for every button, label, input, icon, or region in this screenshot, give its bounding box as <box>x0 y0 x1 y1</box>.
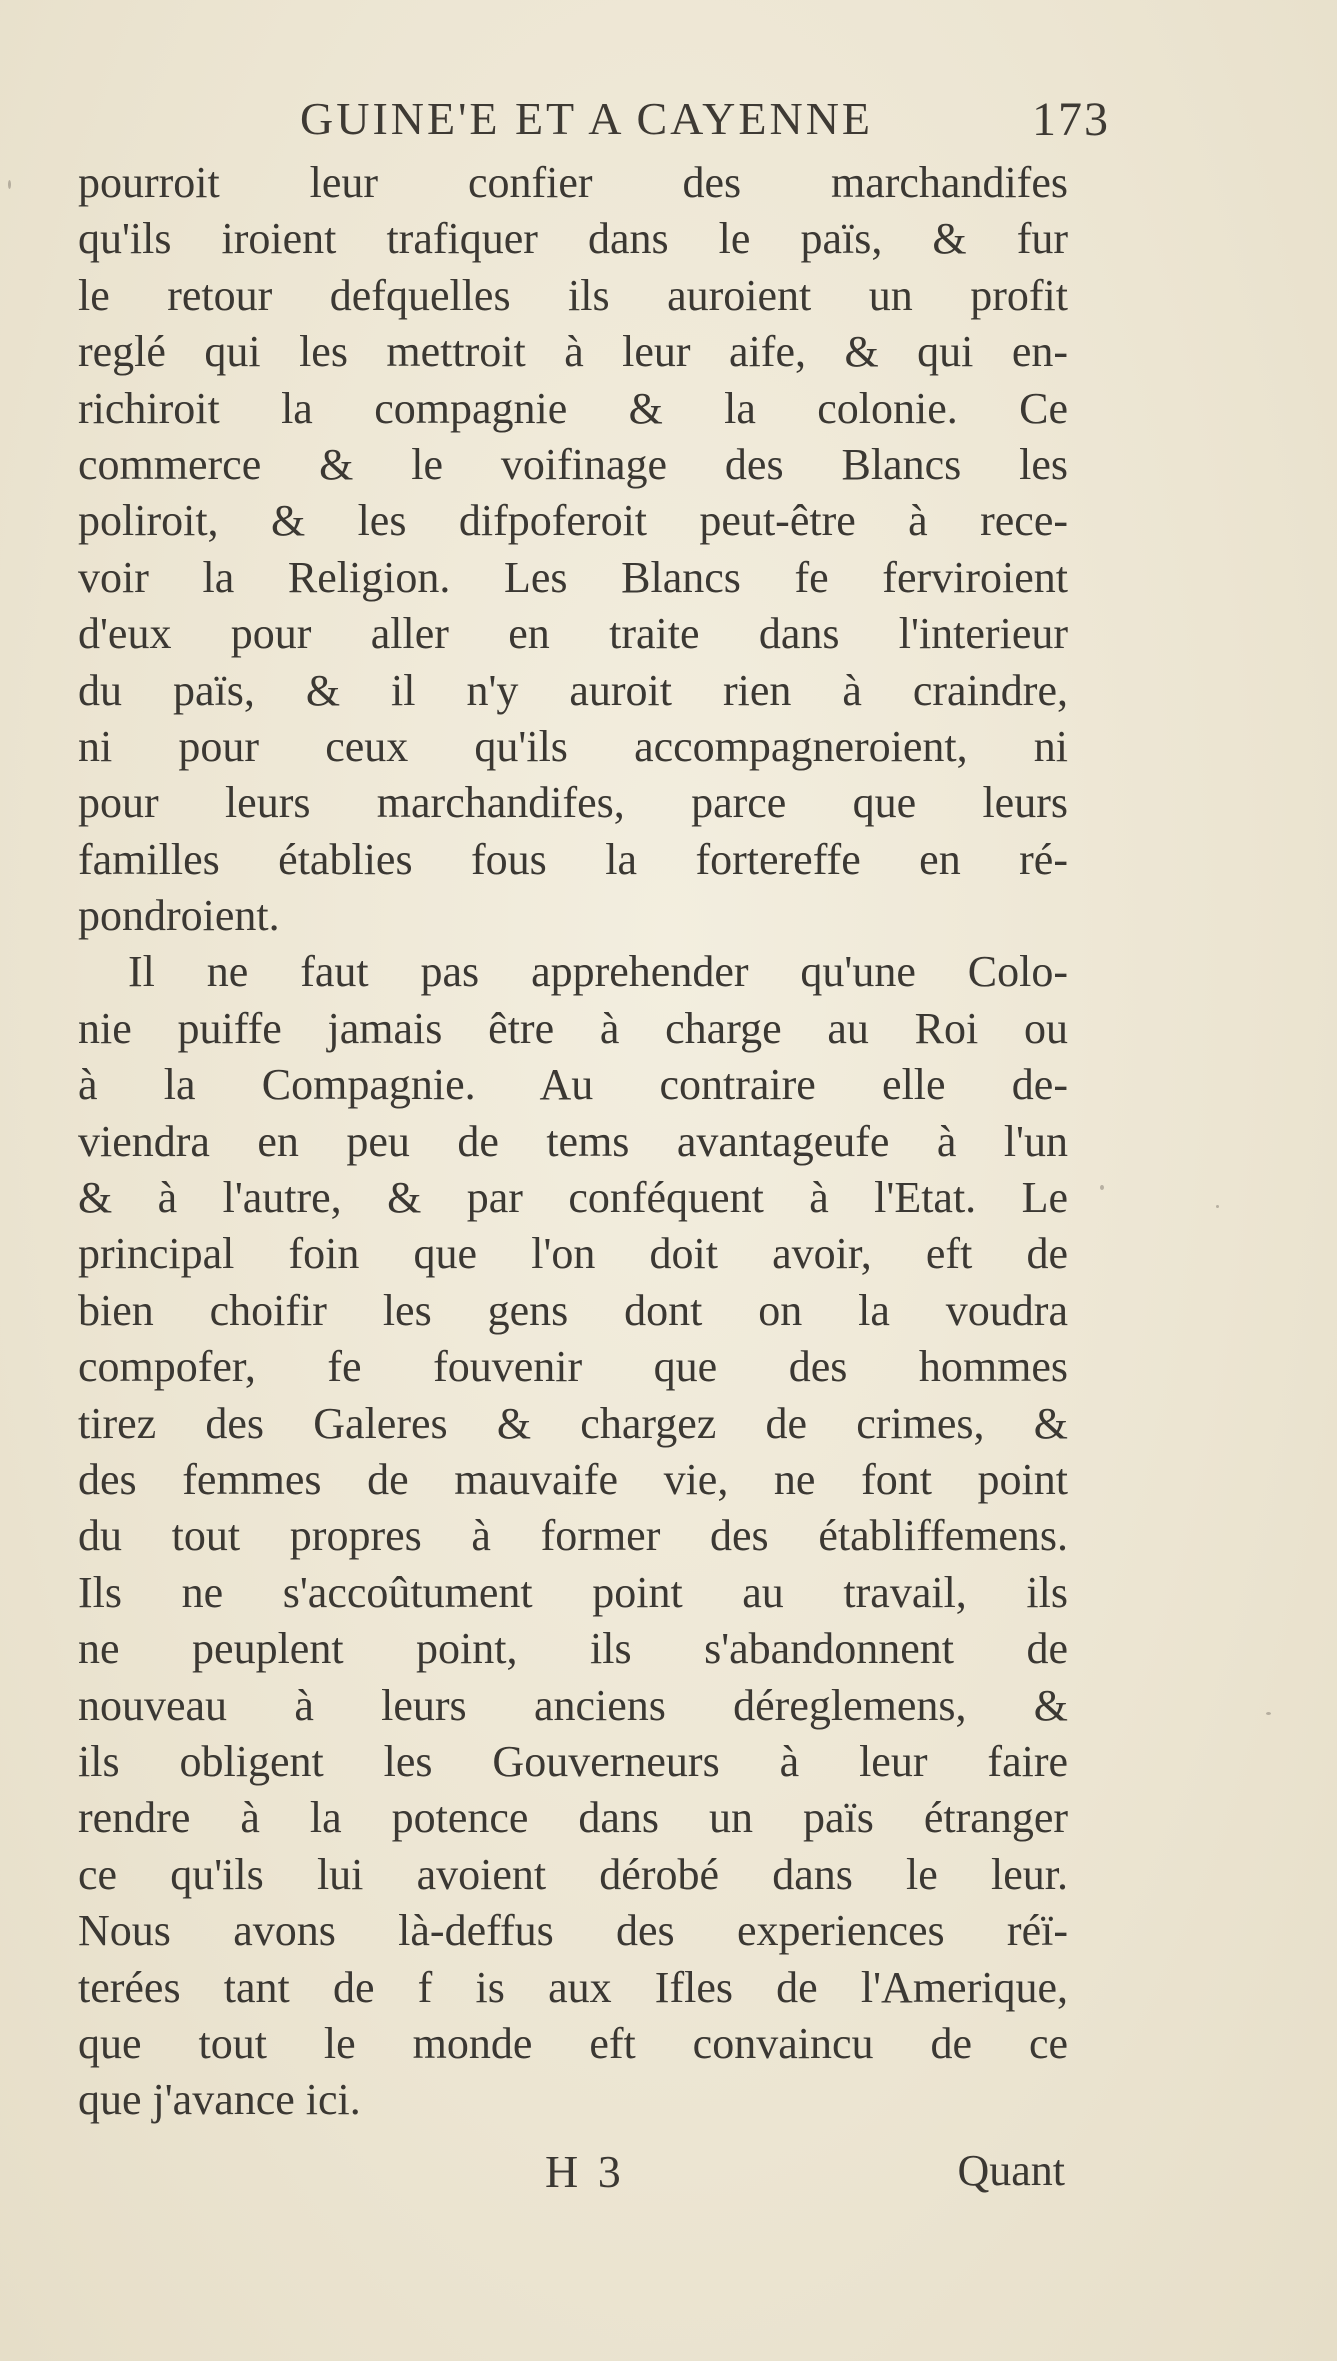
catchword: Quant <box>957 2146 1065 2195</box>
text-line: ils obligent les Gouverneurs à leur faire <box>78 1736 1068 1786</box>
text-line: ni pour ceux qu'ils accompagneroient, ni <box>78 721 1068 771</box>
paper-speck <box>8 180 11 189</box>
text-line: voir la Religion. Les Blancs fe ferviroient <box>78 552 1068 602</box>
text-line: qu'ils iroient trafiquer dans le païs, & fur <box>78 214 1068 264</box>
paper-speck <box>1100 1185 1104 1190</box>
text-line: tirez des Galeres & chargez de crimes, & <box>78 1398 1068 1448</box>
text-line: du païs, & il n'y auroit rien à craindre, <box>78 665 1068 715</box>
text-line: ce qu'ils lui avoient dérobé dans le leur. <box>78 1849 1068 1899</box>
text-line: des femmes de mauvaife vie, ne font point <box>78 1454 1068 1504</box>
text-line: principal foin que l'on doit avoir, eft de <box>78 1229 1068 1279</box>
text-line: que tout le monde eft convaincu de ce <box>78 2018 1068 2068</box>
text-line: le retour defquelles ils auroient un profit <box>78 270 1068 320</box>
page-number: 173 <box>1032 93 1110 146</box>
page-header <box>300 92 1110 152</box>
text-line: Ils ne s'accoûtument point au travail, ils <box>78 1567 1068 1617</box>
text-line: bien choifir les gens dont on la voudra <box>78 1285 1068 1335</box>
signature-mark: H 3 <box>545 2146 625 2197</box>
text-line: familles établies fous la fortereffe en ré- <box>78 834 1068 884</box>
text-line: pour leurs marchandifes, parce que leurs <box>78 778 1068 828</box>
page-footer <box>545 2145 1065 2205</box>
text-line: terées tant de f is aux Ifles de l'Amerique, <box>78 1962 1068 2012</box>
text-line: richiroit la compagnie & la colonie. Ce <box>78 383 1068 433</box>
body-text <box>78 155 1068 2129</box>
text-line: ne peuplent point, ils s'abandonnent de <box>78 1624 1068 1674</box>
text-line: nie puiffe jamais être à charge au Roi ou <box>78 1003 1068 1053</box>
text-line: à la Compagnie. Au contraire elle de- <box>78 1060 1068 1110</box>
paragraph-start-line: Il ne faut pas apprehender qu'une Colo- <box>128 947 1068 997</box>
text-line: nouveau à leurs anciens déreglemens, & <box>78 1680 1068 1730</box>
text-line: reglé qui les mettroit à leur aife, & qui en- <box>78 327 1068 377</box>
text-line: poliroit, & les difpoferoit peut-être à rece- <box>78 496 1068 546</box>
text-line: compofer, fe fouvenir que des hommes <box>78 1342 1068 1392</box>
paper-speck <box>1216 1205 1219 1208</box>
paragraph-end-line: que j'avance ici. <box>78 2075 361 2125</box>
text-line: d'eux pour aller en traite dans l'interieur <box>78 609 1068 659</box>
paragraph-end-line: pondroient. <box>78 891 280 941</box>
text-line: viendra en peu de tems avantageufe à l'un <box>78 1116 1068 1166</box>
text-line: Nous avons là-deffus des experiences réï- <box>78 1906 1068 1956</box>
text-line: pourroit leur confier des marchandifes <box>78 158 1068 207</box>
text-line: & à l'autre, & par conféquent à l'Etat. Le <box>78 1173 1068 1223</box>
running-head: GUINE'E ET A CAYENNE <box>300 93 874 144</box>
text-line: du tout propres à former des établiffemens. <box>78 1511 1068 1561</box>
text-line: rendre à la potence dans un païs étranger <box>78 1793 1068 1843</box>
text-line: commerce & le voifinage des Blancs les <box>78 439 1068 489</box>
paper-speck <box>1266 1712 1271 1715</box>
